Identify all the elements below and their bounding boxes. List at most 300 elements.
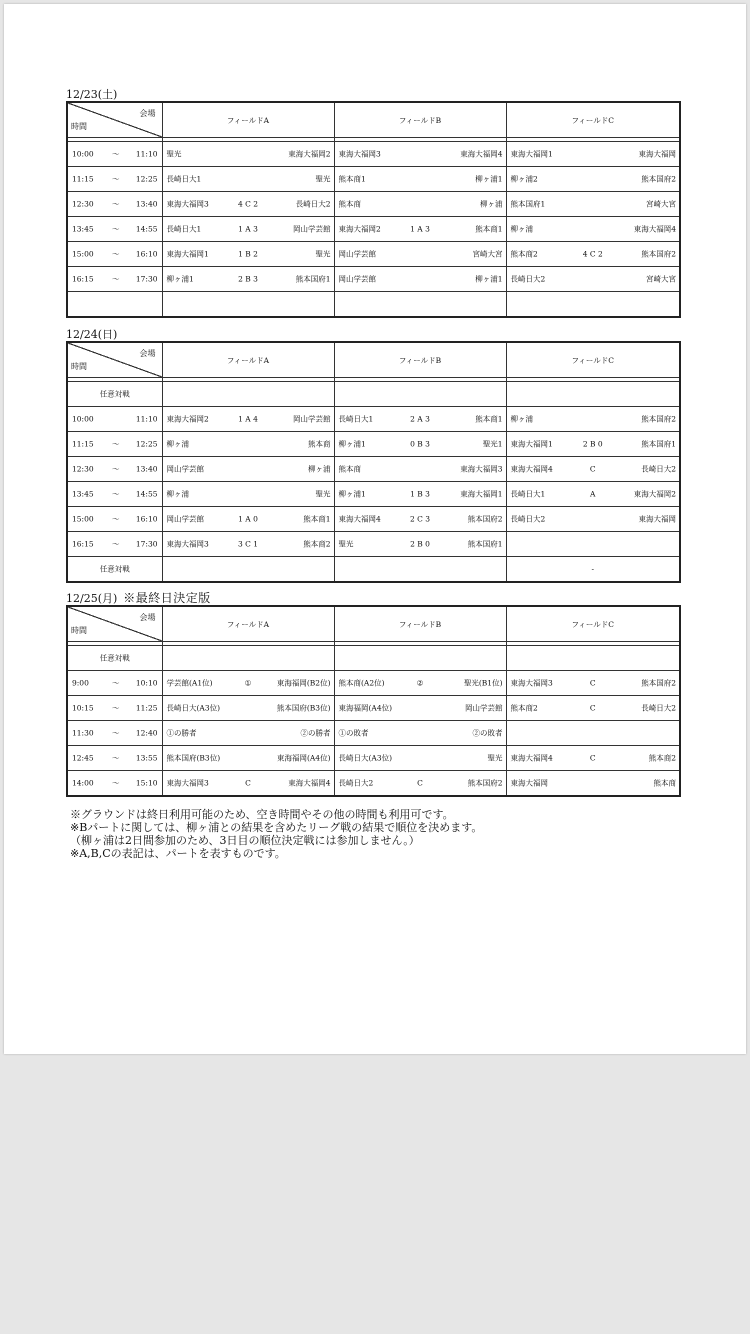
time-cell xyxy=(67,167,162,192)
team-right: 熊本商2 xyxy=(303,539,331,549)
team-left: 学芸館(A1位) xyxy=(166,678,213,688)
team-right: 岡山学芸館 xyxy=(293,414,331,424)
table-row xyxy=(67,242,680,267)
end-time: 12:25 xyxy=(135,174,158,184)
field-a-match xyxy=(162,192,334,217)
team-left: 東海大福岡3 xyxy=(166,199,209,209)
tilde: 〜 xyxy=(112,539,120,549)
end-time: 11:25 xyxy=(135,703,158,713)
field-b-match xyxy=(334,407,506,432)
field-c-match xyxy=(506,167,680,192)
match-result: 2 B 0 xyxy=(582,439,603,449)
team-right: 熊本国府1 xyxy=(641,439,676,449)
field-b-header: フィールドB xyxy=(334,342,506,378)
start-time: 12:45 xyxy=(72,753,94,763)
day3-section xyxy=(66,592,679,797)
match-result: 2 B 0 xyxy=(410,539,430,549)
table-header xyxy=(67,342,680,378)
match-result: C xyxy=(589,703,596,713)
field-c-match xyxy=(506,142,680,167)
start-time: 11:30 xyxy=(72,728,94,738)
tilde: 〜 xyxy=(112,149,120,159)
field-b-match xyxy=(334,242,506,267)
team-right: ②の敗者 xyxy=(472,728,503,738)
match-result: C xyxy=(589,753,596,763)
day2-date: 12/24(日) xyxy=(66,328,118,341)
match-result: C xyxy=(417,778,423,788)
field-c-match xyxy=(506,532,680,557)
table-header xyxy=(67,102,680,138)
match-result: C xyxy=(245,778,251,788)
start-time: 14:00 xyxy=(72,778,94,788)
field-b-match xyxy=(334,507,506,532)
time-cell xyxy=(67,507,162,532)
match-result: 2 A 3 xyxy=(410,414,430,424)
team-right: 熊本国府2 xyxy=(641,678,676,688)
time-cell xyxy=(67,192,162,217)
start-time: 15:00 xyxy=(72,249,94,259)
field-b-match xyxy=(334,746,506,771)
corner-cell xyxy=(67,102,162,138)
team-right: 聖光 xyxy=(315,174,331,184)
start-time: 13:45 xyxy=(72,489,94,499)
time-cell xyxy=(67,671,162,696)
team-left: 東海大福岡1 xyxy=(166,249,209,259)
match-result: 4 C 2 xyxy=(237,199,259,209)
end-time: 15:10 xyxy=(135,778,158,788)
field-c-header: フィールドC xyxy=(506,606,680,642)
table-row xyxy=(67,167,680,192)
team-left: 熊本国府(B3位) xyxy=(166,753,221,763)
team-right: 聖光 xyxy=(487,753,503,763)
table-row xyxy=(67,192,680,217)
table-row xyxy=(67,142,680,167)
field-c-match xyxy=(506,267,680,292)
team-right: 聖光 xyxy=(315,249,331,259)
team-left: 長崎日大1 xyxy=(338,414,374,424)
field-a-match xyxy=(162,507,334,532)
table-row xyxy=(67,746,680,771)
team-left: 熊本商2 xyxy=(510,249,538,259)
team-left: 東海大福岡3 xyxy=(338,149,381,159)
field-c-match xyxy=(506,457,680,482)
field-a-header: フィールドA xyxy=(162,606,334,642)
team-right: 東海福岡(B2位) xyxy=(276,678,331,688)
team-right: 東海大福岡3 xyxy=(460,464,503,474)
note-line: ※A,B,Cの表記は、パートを表すものです。 xyxy=(70,847,286,860)
team-left: 長崎日大1 xyxy=(166,174,202,184)
field-a-match xyxy=(162,142,334,167)
team-left: 岡山学芸館 xyxy=(166,514,204,524)
tilde: 〜 xyxy=(112,753,120,763)
day3-date-line xyxy=(66,592,679,605)
time-cell xyxy=(67,746,162,771)
tilde: 〜 xyxy=(112,703,120,713)
field-a-match xyxy=(162,746,334,771)
team-right: 東海大福岡4 xyxy=(460,149,503,159)
team-left: 東海大福岡3 xyxy=(166,539,209,549)
field-b-match xyxy=(334,432,506,457)
team-right: 柳ヶ浦1 xyxy=(475,174,503,184)
team-left: 東海大福岡3 xyxy=(510,678,553,688)
start-time: 11:15 xyxy=(72,174,94,184)
team-right: 柳ヶ浦 xyxy=(308,464,331,474)
team-left: 東海大福岡2 xyxy=(338,224,381,234)
tilde: 〜 xyxy=(112,464,120,474)
field-b-match xyxy=(334,167,506,192)
day2-rows xyxy=(67,407,680,557)
field-b-header: フィールドB xyxy=(334,102,506,138)
team-left: 長崎日大2 xyxy=(338,778,374,788)
table-row xyxy=(67,507,680,532)
team-left: 岡山学芸館 xyxy=(338,274,376,284)
day3-table xyxy=(66,605,681,797)
team-left: 東海大福岡4 xyxy=(510,464,553,474)
note-line: ※グラウンドは終日利用可能のため、空き時間やその他の時間も利用可です。 xyxy=(70,808,454,821)
note-line: （柳ヶ浦は2日間参加のため、3日目の順位決定戦には参加しません。） xyxy=(70,834,420,847)
free-match-row xyxy=(67,646,680,671)
tilde: 〜 xyxy=(112,778,120,788)
field-a-header: フィールドA xyxy=(162,102,334,138)
team-left: ①の敗者 xyxy=(338,728,369,738)
corner-time-label: 時間 xyxy=(71,122,87,131)
team-right: 熊本商1 xyxy=(475,224,503,234)
end-time: 13:55 xyxy=(135,753,158,763)
team-right: 聖光1 xyxy=(482,439,503,449)
free-match-label: 任意対戦 xyxy=(99,564,130,574)
team-left: 岡山学芸館 xyxy=(338,249,376,259)
day1-date: 12/23(土) xyxy=(66,88,118,101)
tilde: 〜 xyxy=(112,439,120,449)
match-result: 2 B 3 xyxy=(238,274,258,284)
corner-venue-label: 会場 xyxy=(139,109,156,118)
field-a-match xyxy=(162,771,334,797)
field-b-header: フィールドB xyxy=(334,606,506,642)
free-match-row xyxy=(67,382,680,407)
match-result: C xyxy=(589,464,596,474)
team-right: 熊本国府1 xyxy=(295,274,331,284)
team-left: 長崎日大1 xyxy=(510,489,546,499)
field-b-match xyxy=(334,771,506,797)
team-right: 東海大福岡1 xyxy=(460,489,503,499)
dash-mark: - xyxy=(591,564,595,574)
end-time: 16:10 xyxy=(135,249,158,259)
start-time: 12:30 xyxy=(72,464,94,474)
team-right: 東海大福岡2 xyxy=(633,489,676,499)
corner-venue-label: 会場 xyxy=(139,349,156,358)
team-left: 柳ヶ浦 xyxy=(510,414,533,424)
end-time: 17:30 xyxy=(135,539,158,549)
table-header xyxy=(67,606,680,642)
field-c-match xyxy=(506,696,680,721)
end-time: 10:10 xyxy=(135,678,158,688)
team-right: 宮崎大宮 xyxy=(472,249,503,259)
start-time: 13:45 xyxy=(72,224,94,234)
team-right: 岡山学芸館 xyxy=(293,224,331,234)
start-time: 9:00 xyxy=(72,678,89,688)
time-cell xyxy=(67,217,162,242)
team-right: 長崎日大2 xyxy=(295,199,331,209)
team-left: 岡山学芸館 xyxy=(166,464,204,474)
tilde: 〜 xyxy=(112,199,120,209)
team-left: 東海福岡(A4位) xyxy=(338,703,393,713)
tilde: 〜 xyxy=(112,249,120,259)
match-result: 1 A 0 xyxy=(238,514,258,524)
team-left: 熊本商2 xyxy=(510,703,538,713)
end-time: 14:55 xyxy=(135,224,158,234)
team-left: 聖光 xyxy=(338,539,354,549)
final-version-note: ※最終日決定版 xyxy=(123,591,211,605)
empty-row xyxy=(67,292,680,318)
start-time: 10:15 xyxy=(72,703,94,713)
day1-rows xyxy=(67,142,680,292)
field-a-match xyxy=(162,721,334,746)
field-b-match xyxy=(334,532,506,557)
table-row xyxy=(67,771,680,797)
corner-cell xyxy=(67,342,162,378)
field-a-match xyxy=(162,457,334,482)
field-c-match xyxy=(506,432,680,457)
field-b-match xyxy=(334,267,506,292)
time-cell xyxy=(67,457,162,482)
end-time: 14:55 xyxy=(135,489,158,499)
team-left: 柳ヶ浦 xyxy=(166,489,189,499)
team-left: 熊本商 xyxy=(338,464,361,474)
team-right: 東海大福岡4 xyxy=(288,778,331,788)
corner-time-label: 時間 xyxy=(71,626,87,635)
field-c-header: フィールドC xyxy=(506,342,680,378)
team-right: 東海大福岡4 xyxy=(633,224,676,234)
team-right: 熊本国府2 xyxy=(467,778,503,788)
end-time: 12:25 xyxy=(135,439,158,449)
team-right: 熊本国府1 xyxy=(467,539,503,549)
team-right: 岡山学芸館 xyxy=(465,703,503,713)
start-time: 16:15 xyxy=(72,539,94,549)
team-left: 熊本商1 xyxy=(338,174,366,184)
field-a-match xyxy=(162,482,334,507)
field-a-match xyxy=(162,242,334,267)
table-row xyxy=(67,696,680,721)
field-c-header: フィールドC xyxy=(506,102,680,138)
field-b-match xyxy=(334,217,506,242)
day1-section xyxy=(66,88,679,318)
team-right: 長崎日大2 xyxy=(641,703,676,713)
team-right: 熊本国府2 xyxy=(641,174,676,184)
field-b-match xyxy=(334,696,506,721)
start-time: 15:00 xyxy=(72,514,94,524)
team-right: 熊本国府2 xyxy=(467,514,503,524)
end-time: 11:10 xyxy=(135,149,158,159)
team-right: 東海大福岡2 xyxy=(288,149,331,159)
match-result: 1 B 3 xyxy=(410,489,430,499)
team-right: 熊本商1 xyxy=(303,514,331,524)
team-right: 熊本商1 xyxy=(475,414,503,424)
field-c-match xyxy=(506,771,680,797)
time-cell xyxy=(67,721,162,746)
tilde: 〜 xyxy=(112,489,120,499)
start-time: 16:15 xyxy=(72,274,94,284)
table-row xyxy=(67,407,680,432)
table-row xyxy=(67,671,680,696)
field-a-match xyxy=(162,532,334,557)
team-left: 長崎日大2 xyxy=(510,514,546,524)
field-a-match xyxy=(162,432,334,457)
field-a-match xyxy=(162,167,334,192)
field-a-match xyxy=(162,671,334,696)
time-cell xyxy=(67,696,162,721)
team-left: 聖光 xyxy=(166,149,182,159)
team-right: 熊本商 xyxy=(653,778,676,788)
field-b-match xyxy=(334,671,506,696)
field-a-match xyxy=(162,267,334,292)
team-right: 聖光 xyxy=(315,489,331,499)
field-c-match xyxy=(506,507,680,532)
free-match-label: 任意対戦 xyxy=(99,389,130,399)
start-time: 10:00 xyxy=(72,149,94,159)
team-left: 東海大福岡3 xyxy=(166,778,209,788)
field-c-match xyxy=(506,407,680,432)
field-b-match xyxy=(334,482,506,507)
team-left: 熊本商(A2位) xyxy=(338,678,385,688)
team-left: 東海大福岡2 xyxy=(166,414,209,424)
corner-venue-label: 会場 xyxy=(139,613,156,622)
start-time: 11:15 xyxy=(72,439,94,449)
document-page xyxy=(4,4,746,1054)
corner-cell xyxy=(67,606,162,642)
table-row xyxy=(67,482,680,507)
note-line: ※Bパートに関しては、柳ヶ浦との結果を含めたリーグ戦の結果で順位を決めます。 xyxy=(70,821,483,834)
team-right: 熊本商2 xyxy=(648,753,676,763)
tilde: 〜 xyxy=(112,174,120,184)
field-a-match xyxy=(162,696,334,721)
tilde: 〜 xyxy=(112,224,120,234)
time-cell xyxy=(67,771,162,797)
field-b-match xyxy=(334,457,506,482)
match-result: 1 B 2 xyxy=(238,249,258,259)
tilde: 〜 xyxy=(112,678,120,688)
team-right: 柳ヶ浦1 xyxy=(475,274,503,284)
team-right: 熊本国府(B3位) xyxy=(276,703,331,713)
team-right: 熊本国府2 xyxy=(641,414,676,424)
field-b-match xyxy=(334,142,506,167)
team-left: 熊本商 xyxy=(338,199,361,209)
team-left: ①の勝者 xyxy=(166,728,197,738)
time-cell xyxy=(67,242,162,267)
match-result: ② xyxy=(416,678,424,688)
field-c-match xyxy=(506,671,680,696)
field-a-header: フィールドA xyxy=(162,342,334,378)
start-time: 12:30 xyxy=(72,199,94,209)
team-right: 熊本国府2 xyxy=(641,249,676,259)
field-c-match xyxy=(506,217,680,242)
free-match-row xyxy=(67,557,680,583)
team-left: 東海大福岡1 xyxy=(510,149,553,159)
team-left: 柳ヶ浦2 xyxy=(510,174,538,184)
free-match-label: 任意対戦 xyxy=(99,653,130,663)
field-a-match xyxy=(162,407,334,432)
team-left: 東海大福岡4 xyxy=(510,753,553,763)
time-cell xyxy=(67,267,162,292)
team-right: 宮崎大宮 xyxy=(646,274,676,284)
field-a-match xyxy=(162,217,334,242)
team-left: 長崎日大2 xyxy=(510,274,546,284)
team-right: 聖光(B1位) xyxy=(463,678,503,688)
day2-section xyxy=(66,328,679,583)
corner-time-label: 時間 xyxy=(71,362,87,371)
field-b-match xyxy=(334,192,506,217)
tilde: 〜 xyxy=(112,514,120,524)
team-left: 熊本国府1 xyxy=(510,199,546,209)
match-result: 2 C 3 xyxy=(409,514,431,524)
team-left: 柳ヶ浦1 xyxy=(338,489,366,499)
day2-table xyxy=(66,341,681,583)
field-c-match xyxy=(506,721,680,746)
field-b-match xyxy=(334,721,506,746)
table-row xyxy=(67,432,680,457)
table-row xyxy=(67,267,680,292)
time-cell xyxy=(67,142,162,167)
team-right: 東海大福岡 xyxy=(638,514,676,524)
table-row xyxy=(67,217,680,242)
team-right: 宮崎大宮 xyxy=(646,199,676,209)
match-result: 3 C 1 xyxy=(237,539,259,549)
tilde: 〜 xyxy=(112,728,120,738)
field-c-match xyxy=(506,482,680,507)
team-left: 柳ヶ浦1 xyxy=(338,439,366,449)
team-left: 柳ヶ浦1 xyxy=(166,274,194,284)
time-cell xyxy=(67,532,162,557)
team-left: 柳ヶ浦 xyxy=(510,224,533,234)
end-time: 12:40 xyxy=(135,728,158,738)
team-left: 東海大福岡4 xyxy=(338,514,381,524)
table-row xyxy=(67,721,680,746)
team-left: 長崎日大(A3位) xyxy=(338,753,393,763)
start-time: 10:00 xyxy=(72,414,94,424)
tilde: 〜 xyxy=(112,274,120,284)
end-time: 16:10 xyxy=(135,514,158,524)
table-row xyxy=(67,532,680,557)
team-left: 長崎日大(A3位) xyxy=(166,703,221,713)
table-row xyxy=(67,457,680,482)
end-time: 13:40 xyxy=(135,464,158,474)
time-cell xyxy=(67,407,162,432)
match-result: 4 C 2 xyxy=(582,249,603,259)
team-left: 東海大福岡 xyxy=(510,778,548,788)
time-cell xyxy=(67,432,162,457)
match-result: ① xyxy=(244,678,252,688)
team-right: ②の勝者 xyxy=(300,728,331,738)
field-c-match xyxy=(506,746,680,771)
team-right: 熊本商 xyxy=(308,439,331,449)
match-result: A xyxy=(590,489,596,499)
time-cell xyxy=(67,482,162,507)
field-c-match xyxy=(506,242,680,267)
team-right: 柳ヶ浦 xyxy=(480,199,503,209)
team-right: 長崎日大2 xyxy=(641,464,676,474)
team-right: 東海福岡(A4位) xyxy=(276,753,331,763)
day3-rows xyxy=(67,671,680,797)
team-left: 東海大福岡1 xyxy=(510,439,553,449)
end-time: 17:30 xyxy=(135,274,158,284)
team-right: 東海大福岡 xyxy=(638,149,676,159)
field-c-match xyxy=(506,192,680,217)
match-result: 0 B 3 xyxy=(410,439,430,449)
match-result: 1 A 3 xyxy=(410,224,430,234)
match-result: C xyxy=(589,678,596,688)
end-time: 13:40 xyxy=(135,199,158,209)
match-result: 1 A 4 xyxy=(238,414,258,424)
team-left: 長崎日大1 xyxy=(166,224,202,234)
